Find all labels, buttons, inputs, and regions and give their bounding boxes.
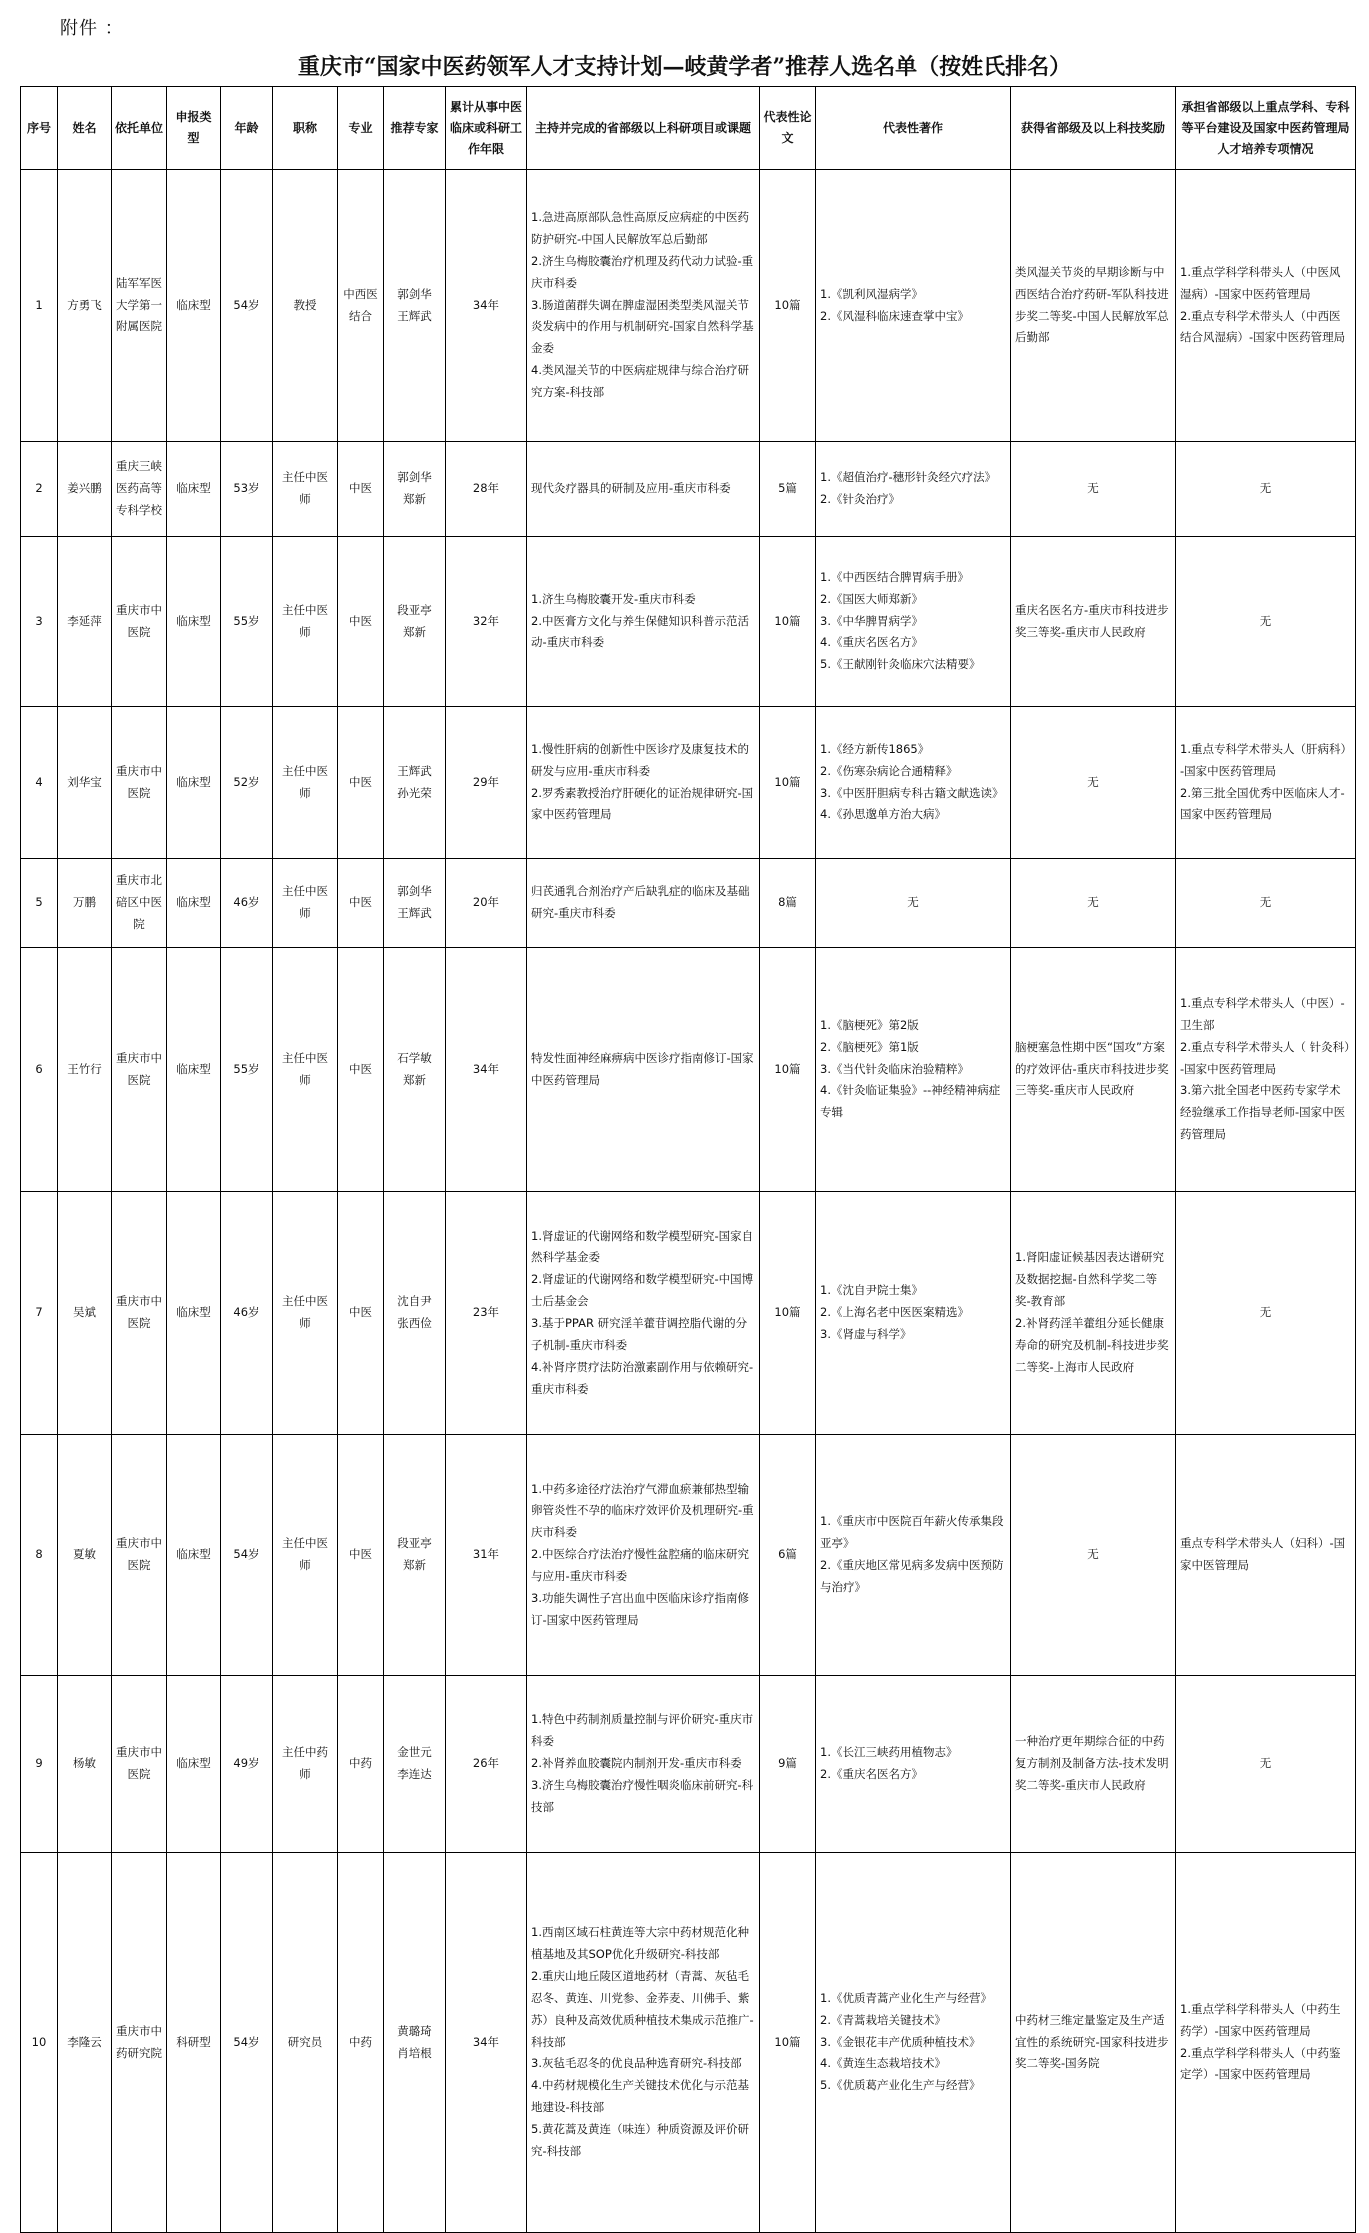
cell-years: 29年 xyxy=(446,707,527,859)
cell-line: 1.《经方新传1865》 xyxy=(820,741,930,756)
cell-projects xyxy=(527,1435,760,1676)
cell-platforms xyxy=(1176,170,1356,442)
cell-name: 杨敏 xyxy=(58,1676,112,1853)
cell-major: 中医 xyxy=(338,1192,384,1435)
cell-platforms xyxy=(1176,442,1356,537)
cell-platforms xyxy=(1176,1435,1356,1676)
cell-experts xyxy=(384,707,446,859)
cell-unit: 重庆市北碚区中医院 xyxy=(112,859,167,948)
cell-major: 中医 xyxy=(338,1435,384,1676)
col-header-experts: 推荐专家 xyxy=(384,87,446,170)
cell-line: 2.中医综合疗法治疗慢性盆腔痛的临床研究与应用-重庆市科委 xyxy=(531,1547,749,1583)
cell-years: 23年 xyxy=(446,1192,527,1435)
cell-line: 2.《青蒿栽培关键技术》 xyxy=(820,2012,946,2027)
cell-line: 脑梗塞急性期中医“国攻”方案 的疗效评估-重庆市科技进步奖三等奖-重庆市人民政府 xyxy=(1015,1039,1169,1098)
cell-line: 无 xyxy=(1087,774,1099,789)
cell-platforms xyxy=(1176,1192,1356,1435)
cell-line: 4.《重庆名医名方》 xyxy=(820,635,923,650)
cell-unit: 重庆三峡医药高等专科学校 xyxy=(112,442,167,537)
cell-major: 中医 xyxy=(338,707,384,859)
cell-experts xyxy=(384,1435,446,1676)
cell-line: 王辉武 xyxy=(397,308,432,323)
cell-experts xyxy=(384,948,446,1192)
cell-title: 主任中医师 xyxy=(273,948,338,1192)
attachment-label: 附件 ： xyxy=(60,18,124,39)
cell-no: 9 xyxy=(21,1676,58,1853)
cell-papers: 10篇 xyxy=(760,707,816,859)
cell-projects xyxy=(527,442,760,537)
cell-line: 郑新 xyxy=(403,624,426,639)
cell-platforms xyxy=(1176,859,1356,948)
cell-papers: 10篇 xyxy=(760,537,816,707)
cell-experts xyxy=(384,859,446,948)
cell-line: 1.《沈自尹院士集》 xyxy=(820,1283,923,1298)
col-header-books: 代表性著作 xyxy=(816,87,1011,170)
cell-line: 2.肾虚证的代谢网络和数学模型研究-中国博士后基金会 xyxy=(531,1272,754,1309)
cell-line: 1.重点专科学术带头人（中医）-卫生部 xyxy=(1180,996,1345,1032)
cell-line: 归芪通乳合剂治疗产后缺乳症的临床及基础研究-重庆市科委 xyxy=(531,884,750,920)
table-row xyxy=(21,1192,1356,1435)
cell-line: 现代灸疗器具的研制及应用-重庆市科委 xyxy=(531,481,731,496)
cell-line: 1.《凯利风湿病学》 xyxy=(820,286,923,301)
cell-title: 主任中医师 xyxy=(273,859,338,948)
cell-line: 3.肠道菌群失调在脾虚湿困类型类风湿关节炎发病中的作用与机制研究-国家自然科学基金委 xyxy=(531,297,754,356)
cell-line: 郭剑华 xyxy=(397,286,432,301)
cell-line: 2.《国医大师郑新》 xyxy=(820,591,923,606)
cell-awards xyxy=(1011,1853,1176,2233)
cell-projects xyxy=(527,537,760,707)
cell-name: 夏敏 xyxy=(58,1435,112,1676)
cell-type: 临床型 xyxy=(167,1192,221,1435)
cell-no: 6 xyxy=(21,948,58,1192)
table-row xyxy=(21,170,1356,442)
cell-age: 54岁 xyxy=(221,170,273,442)
cell-line: 2.《风湿科临床速查掌中宝》 xyxy=(820,308,969,323)
cell-books xyxy=(816,1676,1011,1853)
cell-projects xyxy=(527,1853,760,2233)
cell-books xyxy=(816,948,1011,1192)
cell-line: 2.重庆山地丘陵区道地药材（青蒿、灰毡毛忍冬、黄连、川党参、金荞麦、川佛手、紫苏）良种及高效优质种植技术集成示范推广-科技部 xyxy=(531,1969,754,2049)
cell-title: 研究员 xyxy=(273,1853,338,2233)
cell-unit: 重庆市中医院 xyxy=(112,1676,167,1853)
cell-papers: 10篇 xyxy=(760,948,816,1192)
cell-projects xyxy=(527,859,760,948)
cell-major: 中西医结合 xyxy=(338,170,384,442)
cell-experts xyxy=(384,537,446,707)
cell-title: 主任中医师 xyxy=(273,537,338,707)
cell-no: 3 xyxy=(21,537,58,707)
cell-title: 主任中药师 xyxy=(273,1676,338,1853)
cell-age: 46岁 xyxy=(221,1192,273,1435)
col-header-major: 专业 xyxy=(338,87,384,170)
cell-line: 特发性面神经麻痹病中医诊疗指南修订-国家中医药管理局 xyxy=(531,1050,754,1087)
cell-line: 2.《伤寒杂病论合通精释》 xyxy=(820,763,958,778)
cell-papers: 10篇 xyxy=(760,170,816,442)
cell-line: 1.《脑梗死》第2版 xyxy=(820,1017,919,1032)
cell-line: 1.《超值治疗-穗形针灸经穴疗法》 xyxy=(820,470,997,485)
table-row xyxy=(21,859,1356,948)
cell-age: 49岁 xyxy=(221,1676,273,1853)
cell-no: 7 xyxy=(21,1192,58,1435)
cell-line: 2.补肾养血胶囊院内制剂开发-重庆市科委 xyxy=(531,1756,742,1771)
cell-line: 3.济生乌梅胶囊治疗慢性咽炎临床前研究-科技部 xyxy=(531,1777,754,1814)
cell-line: 无 xyxy=(1259,1756,1272,1771)
cell-age: 55岁 xyxy=(221,537,273,707)
cell-age: 54岁 xyxy=(221,1435,273,1676)
cell-line: 1.慢性肝病的创新性中医诊疗及康复技术的研发与应用-重庆市科委 xyxy=(531,741,749,778)
cell-years: 20年 xyxy=(446,859,527,948)
cell-line: 2.中医膏方文化与养生保健知识科普示范活动-重庆市科委 xyxy=(531,613,749,650)
cell-line: 类风湿关节炎的早期诊断与中西医结合治疗药研-军队科技进步奖二等奖-中国人民解放军总后勤部 xyxy=(1015,264,1169,345)
cell-line: 2.《针灸治疗》 xyxy=(820,492,900,506)
cell-type: 临床型 xyxy=(167,1676,221,1853)
cell-years: 31年 xyxy=(446,1435,527,1676)
cell-platforms xyxy=(1176,1853,1356,2233)
cell-name: 李延萍 xyxy=(58,537,112,707)
cell-name: 李隆云 xyxy=(58,1853,112,2233)
cell-type: 临床型 xyxy=(167,1435,221,1676)
cell-line: 5.《王献刚针灸临床穴法精要》 xyxy=(820,657,981,672)
cell-name: 方勇飞 xyxy=(58,170,112,442)
cell-line: 2.第三批全国优秀中医临床人才-国家中医药管理局 xyxy=(1180,785,1345,822)
cell-line: 3.《金银花丰产优质种植技术》 xyxy=(820,2034,981,2049)
cell-title: 主任中医师 xyxy=(273,707,338,859)
cell-line: 王辉武 xyxy=(397,906,432,920)
cell-years: 28年 xyxy=(446,442,527,537)
cell-age: 55岁 xyxy=(221,948,273,1192)
cell-line: 段亚亭 xyxy=(397,1536,432,1551)
cell-line: 李连达 xyxy=(397,1767,432,1781)
cell-no: 4 xyxy=(21,707,58,859)
cell-line: 无 xyxy=(907,895,919,910)
cell-projects xyxy=(527,707,760,859)
cell-line: 1.济生乌梅胶囊开发-重庆市科委 xyxy=(531,591,696,606)
cell-type: 临床型 xyxy=(167,859,221,948)
cell-line: 1.《重庆市中医院百年薪火传承集段亚亭》 xyxy=(820,1514,1004,1551)
cell-name: 王竹行 xyxy=(58,948,112,1192)
cell-line: 3.《中华脾胃病学》 xyxy=(820,613,923,628)
cell-awards xyxy=(1011,859,1176,948)
cell-unit: 重庆市中医院 xyxy=(112,1192,167,1435)
cell-awards xyxy=(1011,948,1176,1192)
col-header-title: 职称 xyxy=(273,87,338,170)
cell-line: 1.重点学科学科带头人（中药生药学）-国家中医药管理局 xyxy=(1180,2001,1341,2038)
cell-experts xyxy=(384,1676,446,1853)
cell-major: 中医 xyxy=(338,948,384,1192)
cell-major: 中医 xyxy=(338,537,384,707)
cell-age: 46岁 xyxy=(221,859,273,948)
cell-line: 无 xyxy=(1087,1547,1099,1562)
cell-line: 5.黄花蒿及黄连（味连）种质资源及评价研究-科技部 xyxy=(531,2121,749,2158)
cell-awards xyxy=(1011,1676,1176,1853)
cell-years: 32年 xyxy=(446,537,527,707)
cell-line: 1.肾虚证的代谢网络和数学模型研究-国家自然科学基金委 xyxy=(531,1228,754,1265)
cell-line: 无 xyxy=(1259,895,1272,910)
cell-major: 中药 xyxy=(338,1853,384,2233)
cell-line: 3.《中医肝胆病专科古籍文献选读》 xyxy=(820,785,1004,800)
cell-line: 金世元 xyxy=(397,1745,432,1760)
cell-books xyxy=(816,442,1011,537)
cell-line: 2.重点专科学术带头人（中西医结合风湿病）-国家中医药管理局 xyxy=(1180,308,1346,345)
cell-line: 黄璐琦 xyxy=(397,2023,432,2038)
cell-awards xyxy=(1011,537,1176,707)
cell-title: 主任中医师 xyxy=(273,442,338,537)
cell-line: 2.重点专科学术带头人（ 针灸科）-国家中医药管理局 xyxy=(1180,1039,1350,1076)
col-header-papers: 代表性论文 xyxy=(760,87,816,170)
cell-line: 2.《上海名老中医医案精选》 xyxy=(820,1305,969,1320)
cell-name: 刘华宝 xyxy=(58,707,112,859)
cell-experts xyxy=(384,1192,446,1435)
cell-line: 5.《优质葛产业化生产与经营》 xyxy=(820,2078,981,2093)
cell-years: 34年 xyxy=(446,1853,527,2233)
cell-papers: 6篇 xyxy=(760,1435,816,1676)
cell-books xyxy=(816,1192,1011,1435)
cell-projects xyxy=(527,1676,760,1853)
cell-unit: 重庆市中医院 xyxy=(112,948,167,1192)
cell-papers: 10篇 xyxy=(760,1853,816,2233)
cell-line: 郑新 xyxy=(403,492,426,506)
candidate-table xyxy=(20,86,1356,2233)
cell-line: 重庆名医名方-重庆市科技进步奖三等奖-重庆市人民政府 xyxy=(1015,602,1169,639)
cell-line: 中药材三维定量鉴定及生产适宜性的系统研究-国家科技进步奖二等奖-国务院 xyxy=(1015,2012,1169,2071)
cell-experts xyxy=(384,1853,446,2233)
cell-line: 2.补肾药淫羊藿组分延长健康寿命的研究及机制-科技进步奖二等奖-上海市人民政府 xyxy=(1015,1316,1169,1374)
cell-name: 姜兴鹏 xyxy=(58,442,112,537)
cell-type: 临床型 xyxy=(167,537,221,707)
cell-awards xyxy=(1011,170,1176,442)
col-header-years: 累计从事中医临床或科研工作年限 xyxy=(446,87,527,170)
cell-line: 郭剑华 xyxy=(397,884,432,899)
cell-age: 53岁 xyxy=(221,442,273,537)
col-header-unit: 依托单位 xyxy=(112,87,167,170)
table-row xyxy=(21,1853,1356,2233)
cell-line: 无 xyxy=(1087,481,1099,496)
cell-awards xyxy=(1011,1435,1176,1676)
cell-line: 1.《长江三峡药用植物志》 xyxy=(820,1745,958,1760)
cell-line: 沈自尹 xyxy=(397,1294,432,1309)
cell-type: 科研型 xyxy=(167,1853,221,2233)
cell-line: 3.灰毡毛忍冬的优良品种选育研究-科技部 xyxy=(531,2056,742,2071)
cell-papers: 9篇 xyxy=(760,1676,816,1853)
cell-name: 吴斌 xyxy=(58,1192,112,1435)
col-header-name: 姓名 xyxy=(58,87,112,170)
cell-line: 4.《黄连生态栽培技术》 xyxy=(820,2056,946,2071)
cell-unit: 陆军军医大学第一附属医院 xyxy=(112,170,167,442)
cell-type: 临床型 xyxy=(167,442,221,537)
table-row xyxy=(21,442,1356,537)
cell-unit: 重庆市中医院 xyxy=(112,707,167,859)
cell-name: 万鹏 xyxy=(58,859,112,948)
cell-no: 8 xyxy=(21,1435,58,1676)
table-row xyxy=(21,1435,1356,1676)
cell-line: 无 xyxy=(1259,613,1272,628)
cell-line: 2.《脑梗死》第1版 xyxy=(820,1039,919,1054)
cell-line: 无 xyxy=(1259,1305,1272,1320)
cell-line: 2.《重庆名医名方》 xyxy=(820,1767,923,1781)
cell-line: 1.《中西医结合脾胃病手册》 xyxy=(820,569,969,584)
cell-line: 肖培根 xyxy=(397,2045,432,2060)
document-title: 重庆市“国家中医药领军人才支持计划—岐黄学者”推荐人选名单（按姓氏排名） xyxy=(297,54,1072,80)
table-body xyxy=(21,170,1356,2233)
cell-line: 3.《肾虚与科学》 xyxy=(820,1326,912,1341)
cell-books xyxy=(816,170,1011,442)
col-header-projects: 主持并完成的省部级以上科研项目或课题 xyxy=(527,87,760,170)
cell-type: 临床型 xyxy=(167,170,221,442)
cell-line: 石学敏 xyxy=(397,1050,432,1065)
cell-books xyxy=(816,707,1011,859)
cell-projects xyxy=(527,170,760,442)
cell-no: 10 xyxy=(21,1853,58,2233)
cell-books xyxy=(816,1853,1011,2233)
cell-papers: 8篇 xyxy=(760,859,816,948)
cell-line: 2.济生乌梅胶囊治疗机理及药代动力试验-重庆市科委 xyxy=(531,253,754,290)
cell-line: 1.中药多途径疗法治疗气滞血瘀兼郁热型输卵管炎性不孕的临床疗效评价及机理研究-重庆市科委 xyxy=(531,1481,754,1540)
cell-platforms xyxy=(1176,537,1356,707)
cell-books xyxy=(816,859,1011,948)
cell-line: 王辉武 xyxy=(397,763,432,778)
cell-age: 54岁 xyxy=(221,1853,273,2233)
cell-line: 2.罗秀素教授治疗肝硬化的证治规律研究-国家中医药管理局 xyxy=(531,785,754,822)
cell-title: 主任中医师 xyxy=(273,1192,338,1435)
cell-experts xyxy=(384,170,446,442)
cell-line: 4.《孙思邈单方治大病》 xyxy=(820,807,946,822)
cell-projects xyxy=(527,948,760,1192)
table-row xyxy=(21,537,1356,707)
cell-line: 1.特色中药制剂质量控制与评价研究-重庆市科委 xyxy=(531,1712,754,1749)
cell-type: 临床型 xyxy=(167,707,221,859)
cell-line: 4.类风湿关节的中医病症规律与综合治疗研究方案-科技部 xyxy=(531,363,749,399)
table-row xyxy=(21,948,1356,1192)
cell-line: 无 xyxy=(1087,895,1099,910)
cell-line: 1.急进高原部队急性高原反应病症的中医药防护研究-中国人民解放军总后勤部 xyxy=(531,210,749,247)
cell-awards xyxy=(1011,1192,1176,1435)
cell-line: 2.重点学科学科带头人（中药鉴定学）-国家中医药管理局 xyxy=(1180,2045,1341,2082)
cell-line: 郑新 xyxy=(403,1072,426,1087)
cell-line: 郑新 xyxy=(403,1558,426,1572)
col-header-no: 序号 xyxy=(21,87,58,170)
cell-awards xyxy=(1011,707,1176,859)
table-header-row xyxy=(21,87,1356,170)
cell-title: 主任中医师 xyxy=(273,1435,338,1676)
cell-papers: 10篇 xyxy=(760,1192,816,1435)
cell-line: 4.《针灸临证集验》--神经精神病症专辑 xyxy=(820,1083,1001,1120)
cell-line: 3.基于PPAR 研究淫羊藿苷调控脂代谢的分子机制-重庆市科委 xyxy=(531,1316,748,1352)
cell-years: 34年 xyxy=(446,170,527,442)
cell-line: 2.《重庆地区常见病多发病中医预防与治疗》 xyxy=(820,1558,1004,1594)
cell-line: 3.功能失调性子宫出血中医临床诊疗指南修订-国家中医药管理局 xyxy=(531,1590,749,1627)
table-row xyxy=(21,1676,1356,1853)
cell-no: 2 xyxy=(21,442,58,537)
cell-years: 34年 xyxy=(446,948,527,1192)
cell-major: 中医 xyxy=(338,859,384,948)
cell-major: 中医 xyxy=(338,442,384,537)
cell-unit: 重庆市中药研究院 xyxy=(112,1853,167,2233)
cell-line: 4.中药材规模化生产关键技术优化与示范基地建设-科技部 xyxy=(531,2078,749,2115)
cell-platforms xyxy=(1176,1676,1356,1853)
cell-line: 1.重点专科学术带头人（肝病科）-国家中医药管理局 xyxy=(1180,741,1347,778)
cell-platforms xyxy=(1176,948,1356,1192)
cell-books xyxy=(816,537,1011,707)
cell-line: 段亚亭 xyxy=(397,602,432,617)
cell-experts xyxy=(384,442,446,537)
cell-line: 3.第六批全国老中医药专家学术经验继承工作指导老师-国家中医药管理局 xyxy=(1180,1083,1346,1142)
cell-awards xyxy=(1011,442,1176,537)
cell-papers: 5篇 xyxy=(760,442,816,537)
cell-type: 临床型 xyxy=(167,948,221,1192)
cell-major: 中药 xyxy=(338,1676,384,1853)
cell-no: 1 xyxy=(21,170,58,442)
cell-line: 3.《当代针灸临床治验精粹》 xyxy=(820,1061,969,1076)
cell-platforms xyxy=(1176,707,1356,859)
cell-years: 26年 xyxy=(446,1676,527,1853)
cell-age: 52岁 xyxy=(221,707,273,859)
cell-line: 1.《优质青蒿产业化生产与经营》 xyxy=(820,1990,992,2005)
cell-line: 郭剑华 xyxy=(397,470,432,485)
cell-line: 无 xyxy=(1259,481,1272,496)
col-header-platforms: 承担省部级以上重点学科、专科等平台建设及国家中医药管理局人才培养专项情况 xyxy=(1176,87,1356,170)
cell-line: 重点专科学术带头人（妇科）-国家中医管理局 xyxy=(1180,1536,1346,1572)
cell-no: 5 xyxy=(21,859,58,948)
cell-line: 张西俭 xyxy=(397,1316,432,1330)
col-header-age: 年龄 xyxy=(221,87,273,170)
col-header-type: 申报类型 xyxy=(167,87,221,170)
table-row xyxy=(21,707,1356,859)
cell-title: 教授 xyxy=(273,170,338,442)
cell-line: 1.重点学科学科带头人（中医风湿病）-国家中医药管理局 xyxy=(1180,264,1341,301)
cell-projects xyxy=(527,1192,760,1435)
cell-line: 孙光荣 xyxy=(397,785,432,800)
col-header-awards: 获得省部级及以上科技奖励 xyxy=(1011,87,1176,170)
cell-line: 1.肾阳虚证候基因表达谱研究及数据挖掘-自然科学奖二等奖-教育部 xyxy=(1015,1250,1164,1309)
cell-books xyxy=(816,1435,1011,1676)
cell-line: 一种治疗更年期综合征的中药复方制剂及制备方法-技术发明奖二等奖-重庆市人民政府 xyxy=(1015,1734,1169,1792)
cell-line: 4.补肾序贯疗法防治激素副作用与依赖研究-重庆市科委 xyxy=(531,1359,754,1396)
cell-line: 1.西南区域石柱黄连等大宗中药材规范化种植基地及其SOP优化升级研究-科技部 xyxy=(531,1925,749,1962)
cell-unit: 重庆市中医院 xyxy=(112,1435,167,1676)
cell-unit: 重庆市中医院 xyxy=(112,537,167,707)
